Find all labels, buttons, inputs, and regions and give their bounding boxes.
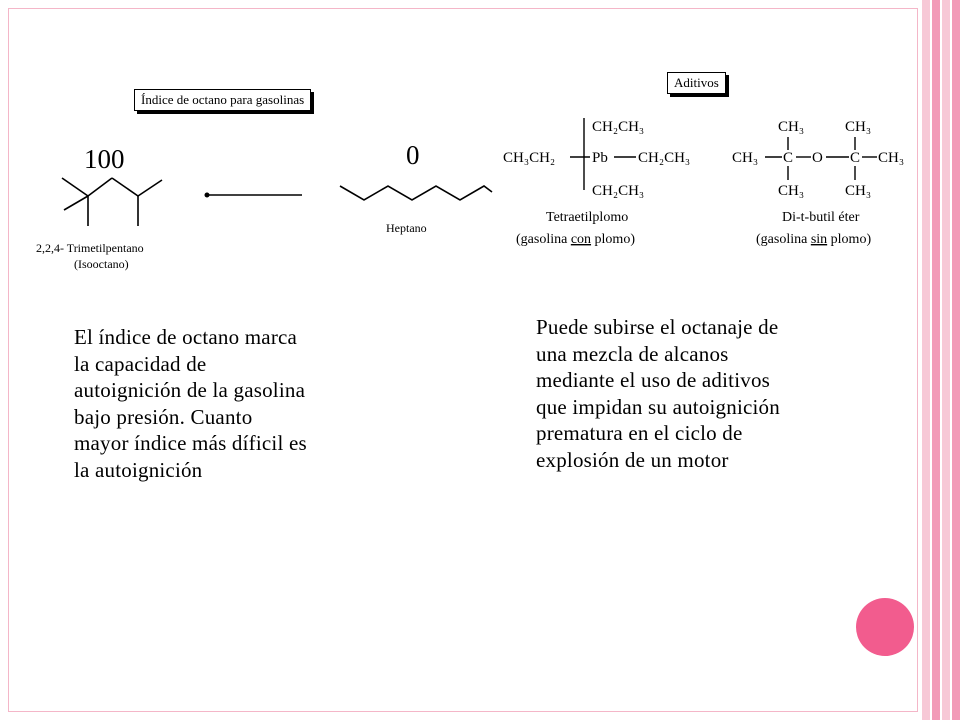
isooctane-octane-value: 100 xyxy=(84,144,125,174)
tel-top: CH₂CH₃ xyxy=(592,119,645,135)
dtbe-note: (gasolina sin plomo) xyxy=(756,232,872,247)
text-line: que impidan su autoignición xyxy=(536,394,780,419)
dtbe-bottom-right: CH₃ xyxy=(845,183,872,199)
dtbe-bottom-left: CH₃ xyxy=(778,183,805,199)
arrow-head xyxy=(205,193,210,198)
dtbe-c2: C xyxy=(850,150,861,166)
text-line: explosión de un motor xyxy=(536,447,729,472)
tel-center: Pb xyxy=(592,150,608,166)
heptane-octane-value: 0 xyxy=(406,140,420,170)
text-line: bajo presión. Cuanto xyxy=(74,404,253,429)
text-line: la capacidad de xyxy=(74,351,207,376)
tel-right: CH₂CH₃ xyxy=(638,150,691,166)
dtbe-right: CH₃ xyxy=(878,150,905,166)
dtbe-top-left: CH₃ xyxy=(778,119,805,135)
text-line: prematura en el ciclo de xyxy=(536,421,743,445)
dtbe-name: Di-t-butil éter xyxy=(782,210,860,225)
dtbe-c1: C xyxy=(783,150,794,166)
text-line: Puede subirse el octanaje de xyxy=(536,315,779,339)
di-t-butyl-ether-structure xyxy=(732,119,904,199)
dtbe-left: CH₃ xyxy=(732,150,759,166)
text-line: mayor índice más díficil es xyxy=(74,431,307,455)
octane-index-label: Índice de octano para gasolinas xyxy=(134,89,311,111)
text-line: mediante el uso de aditivos xyxy=(536,368,771,392)
decorative-circle xyxy=(856,598,914,656)
text-line: la autoignición xyxy=(74,457,203,482)
dtbe-top-right: CH₃ xyxy=(845,119,872,135)
tel-bottom: CH₂CH₃ xyxy=(592,183,645,199)
tetraethyllead-structure xyxy=(503,119,690,199)
octane-explanation xyxy=(74,324,307,483)
tel-name: Tetraetilplomo xyxy=(546,210,629,225)
isooctane-name: 2,2,4- Trimetilpentano xyxy=(36,241,144,255)
heptane-name: Heptano xyxy=(386,221,427,235)
isooctane-common-name: (Isooctano) xyxy=(74,257,129,271)
text-line: una mezcla de alcanos xyxy=(536,341,729,366)
text-line: El índice de octano marca xyxy=(74,325,298,349)
additives-explanation xyxy=(536,314,780,473)
tel-note: (gasolina con plomo) xyxy=(516,232,635,247)
heptane-structure xyxy=(340,186,492,200)
text-line: autoignición de la gasolina xyxy=(74,378,306,402)
isooctane-structure xyxy=(62,178,162,226)
tel-left: CH₃CH₂ xyxy=(503,150,556,166)
octane-diagram xyxy=(0,0,960,300)
additives-label: Aditivos xyxy=(667,72,726,94)
dtbe-o: O xyxy=(812,150,823,166)
